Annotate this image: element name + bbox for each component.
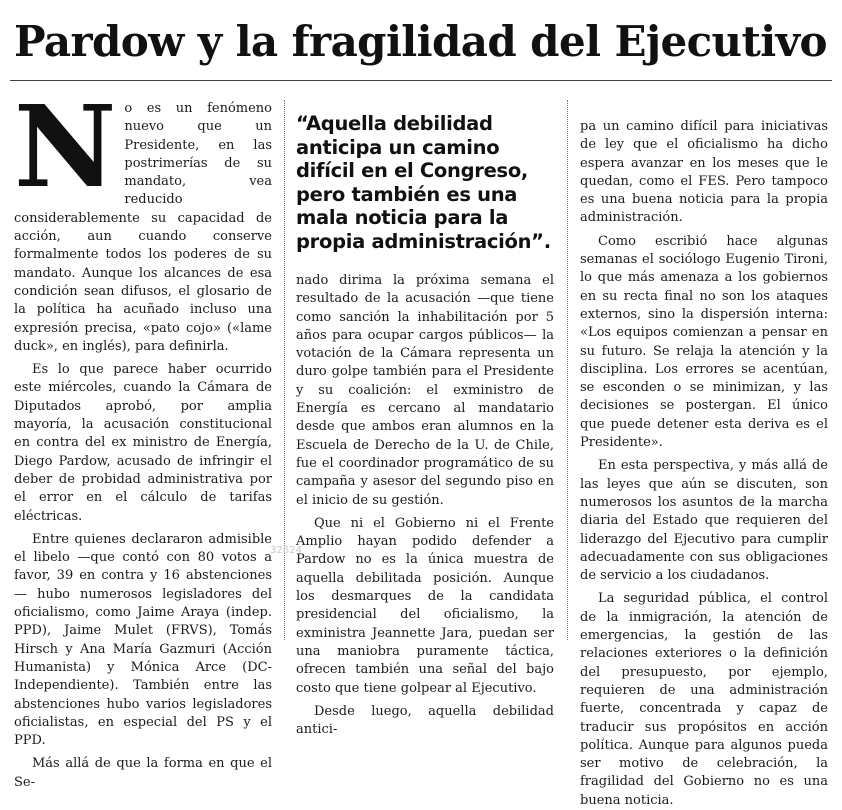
- article-column-2: [296, 272, 554, 738]
- column-separator-2: [567, 100, 568, 640]
- paragraph: Es lo que parece haber ocurrido este miércoles, cuando la Cámara de Diputados aprobó, por amplia mayoría, la acusación constitucional en contra del ex ministro de Energía, Diego Pardow, acusado de infringir el deber de probidad administrativa por el error en el cálculo de tarifas eléctricas.: [14, 362, 272, 524]
- paragraph: Entre quienes declararon admisible el libelo —que contó con 80 votos a favor, 39 en contra y 16 abstenciones— hubo numerosos legisladores del oficialismo, como Jaime Araya (indep. PPD), Jaime Mulet (FRVS), Tomás Hirsch y Ana María Gazmuri (Acción Humanista) y Mónica Arce (DC-Independiente). También entre las abstenciones hubo varios legisladores oficialistas, en especial del PS y el PPD.: [14, 531, 272, 749]
- opening-paragraph: [14, 82, 272, 356]
- column-separator-1: [284, 100, 285, 640]
- paragraph: Desde luego, aquella debilidad antici-: [296, 703, 554, 738]
- paragraph: pa un camino difícil para iniciativas de ley que el oficialismo ha dicho espera avanzar en los meses que le quedan, como el FES. Pero tampoco es una buena noticia para la propia administración.: [580, 119, 828, 226]
- paragraph: En esta perspectiva, y más allá de las leyes que aún se discuten, son numerosos los asuntos de la marcha diaria del Estado que requieren del liderazgo del Ejecutivo para cumplir adecuadamente con sus obligaciones de servicio a los ciudadanos.: [580, 458, 828, 584]
- paragraph: nado dirima la próxima semana el resultado de la acusación —que tiene como sanción la inhabilitación por 5 años para ocupar cargos públicos— la votación de la Cámara representa un duro golpe también para el Presidente y su coalición: el exministro de Energía es cercano al mandatario desde que ambos eran alumnos en la Escuela de Derecho de la U. de Chile, fue el coordinador programático de su campaña y asesor del segundo piso en el inicio de su gestión.: [296, 273, 554, 508]
- paragraph: Como escribió hace algunas semanas el sociólogo Eugenio Tironi, lo que más amenaza a los gobiernos en su recta final no son los ataques externos, sino la dispersión interna: «Los equipos comienzan a pensar en su futuro. Se relaja la atención y la disciplina. Los errores se acentúan, se esconden o se minimizan, y las decisiones se postergan. El único que puede detener esta deriva es el Presidente».: [580, 233, 828, 451]
- watermark: 32624: [270, 545, 302, 556]
- paragraph: Que ni el Gobierno ni el Frente Amplio hayan podido defender a Pardow no es la única muestra de aquella debilitada posición. Aunque los desmarques de la candidata presidencial del oficialismo, la exministra Jeannette Jara, puedan ser una maniobra puramente táctica, ofrecen también una señal del bajo costo que tiene golpear al Ejecutivo.: [296, 515, 554, 696]
- paragraph: Más allá de que la forma en que el Se-: [14, 756, 272, 790]
- article-headline: Pardow y la fragilidad del Ejecutivo: [14, 17, 827, 66]
- headline-rule: [10, 80, 832, 81]
- drop-cap: N: [14, 82, 117, 213]
- article-column-1: [14, 82, 272, 790]
- pull-quote: “Aquella debilidad anticipa un camino difícil en el Congreso, pero también es una mala noticia para la propia administración”.: [296, 112, 551, 253]
- paragraph: La seguridad pública, el control de la inmigración, la atención de emergencias, la gestión de las relaciones exteriores o la definición del presupuesto, por ejemplo, requieren de una administración fuerte, concentrada y capaz de traducir sus propósitos en acción política. Aunque para algunos pueda ser motivo de celebración, la fragilidad del Gobierno no es una buena noticia.: [580, 591, 828, 808]
- article-column-3: [580, 118, 828, 808]
- paragraph-text: o es un fenómeno nuevo que un Presidente, en las postrimerías de su mandato, vea reducido considerablemente su capacidad de acción, aun cuando conserve formalmente todos los poderes de su mandato. Aunque los alcances de esa condición sean difusos, el glosario de la política ha acuñado incluso una expresión precisa, «pato cojo» («lame duck», en inglés), para definirla.: [14, 101, 272, 354]
